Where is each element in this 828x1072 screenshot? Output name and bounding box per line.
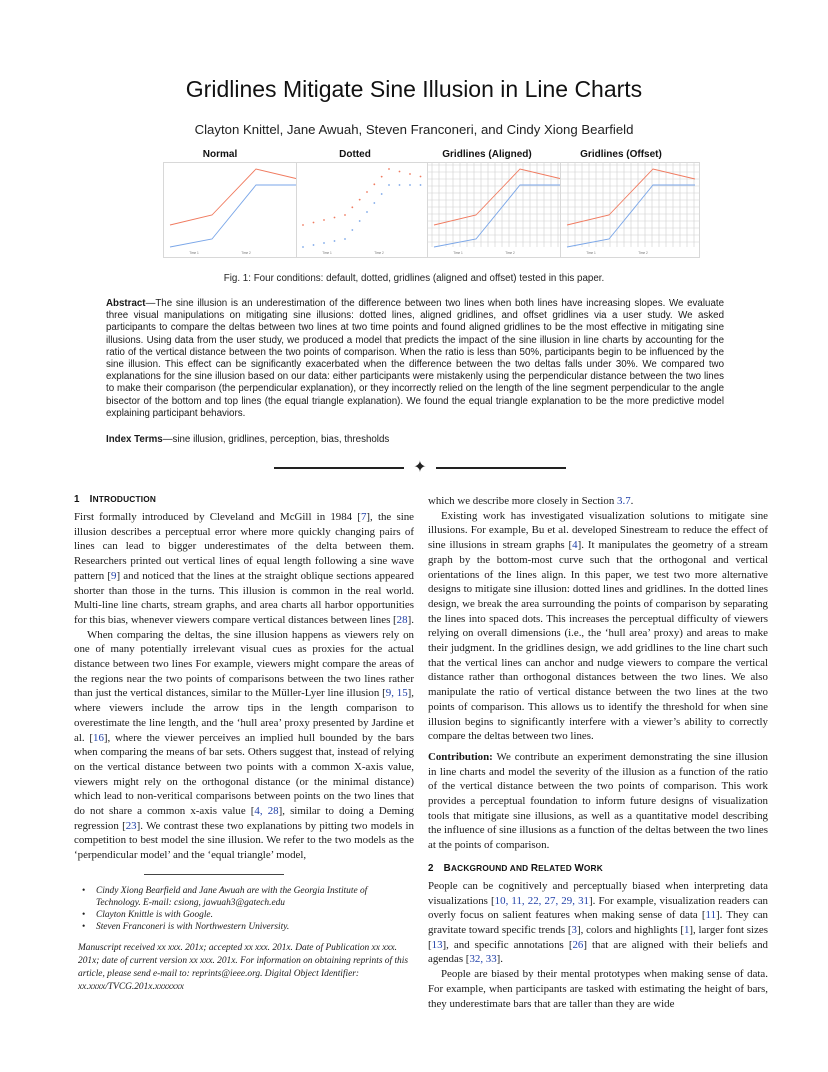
x-tick-label: Time 1 bbox=[322, 251, 332, 255]
paragraph-text: ], colors and highlights [ bbox=[576, 923, 684, 936]
paragraph-text: ]. bbox=[407, 613, 414, 626]
paragraph-text: People can be cognitively and perceptually biased when interpreting data visualizations [ bbox=[428, 879, 768, 907]
figure-caption: Fig. 1: Four conditions: default, dotted, gridlines (aligned and offset) tested in this paper. bbox=[223, 273, 605, 284]
bottom-line-dot bbox=[388, 184, 390, 186]
panel-title-dotted: Dotted bbox=[339, 149, 371, 160]
paragraph-text: ]. We contrast these two explanations by pitting two models in competition to best model the sine illusion. We refer to the two models as the ‘perpendicular model’ and the ‘equal triangle’ model, bbox=[74, 819, 415, 862]
paragraph-text: . bbox=[630, 495, 634, 507]
top-line-dot bbox=[388, 168, 390, 170]
abstract-text: —The sine illusion is an underestimation of the difference between two lines when both lines have increasing slopes. We evaluate three visual manipulations on mitigating sine illusions: dotted lines, aligned gridlines, and offset gridlines via a user study. We asked participants to compare the deltas between two lines at two time points and found aligned gridlines to be the most effective in mitigating sine illusions. Using data from the user study, we produced a model that predicts the impact of the sine illusion in line charts by accounting for the ratio of the vertical distance between the two points of comparison. When the ratio is less than 50%, participants begin to be influenced by the sine illusion. This effect can be significantly exacerbated when the difference between the two deltas falls under 30%. We compared two explanations for the sine illusion based on our data: either participants were mistakenly using the perpendicular distance between the two lines to make their comparison (the perpendicular explanation), or they incorrectly relied on the length of the line segment perpendicular to the angle bisector of the bottom and top lines (the equal triangle explanation). We found the equal triangle explanation to be the more predictive model explaining participant behaviors. bbox=[106, 298, 724, 419]
citation-link[interactable]: 4 bbox=[572, 539, 578, 552]
bottom-line-dot bbox=[323, 242, 325, 244]
footnote-rule bbox=[144, 874, 284, 875]
footnote: • Clayton Knittle is with Google. bbox=[88, 909, 414, 921]
paragraph-text: People are biased by their mental prototypes when making sense of data. For example, when participants are tasked with estimating the height of bars, they underestimate bars that are taller than they are wide bbox=[428, 968, 768, 1010]
contribution-paragraph bbox=[428, 750, 768, 853]
paragraph-text: ], where the viewer perceives an implied hull bounded by the bars when comparing the means of bar sets. Others suggest that, instead of relying on the vertical distance between two points with a common X-axis value, viewers might rely on the orthogonal distance (or the minimal distance) which lead to non-veritical comparisons between points on the two lines that do not share a common x-axis value [ bbox=[74, 731, 415, 818]
x-tick-label: Time 1 bbox=[453, 251, 463, 255]
author-list: Clayton Knittel, Jane Awuah, Steven Franconeri, and Cindy Xiong Bearfield bbox=[194, 122, 634, 137]
footnotes bbox=[74, 885, 414, 934]
top-line-dot bbox=[344, 214, 346, 216]
section-1-paragraph-2 bbox=[74, 628, 414, 863]
top-line-dot bbox=[399, 171, 401, 173]
top-line-dot bbox=[366, 191, 368, 193]
paper-title: Gridlines Mitigate Sine Illusion in Line Charts bbox=[185, 76, 643, 102]
section-2-heading: 2 BACKGROUND AND RELATED WORK bbox=[428, 862, 603, 874]
paragraph-text: ], the sine illusion describes a perceptual error where more quickly changing pairs of lines can lead to bigger underestimates of the delta between them. Researchers printed out vertical lines of equal length following a sine wave pattern [ bbox=[74, 511, 415, 582]
figure-panel-dotted bbox=[296, 162, 436, 258]
paragraph-text: ], larger font sizes [ bbox=[428, 923, 768, 951]
citation-link[interactable]: 1 bbox=[683, 923, 690, 936]
panel-title-normal: Normal bbox=[202, 149, 238, 160]
panel-chart-gridlines-offset bbox=[561, 163, 701, 259]
citation-link[interactable]: 26 bbox=[572, 938, 584, 951]
citation-link[interactable]: 9, 15 bbox=[385, 687, 408, 700]
citation-link[interactable]: 7 bbox=[360, 511, 367, 523]
index-terms bbox=[106, 434, 724, 445]
section-1-heading: 1 INTRODUCTION bbox=[74, 494, 157, 505]
citation-link[interactable]: 13 bbox=[431, 938, 443, 951]
bottom-line-dot bbox=[302, 246, 304, 248]
left-column bbox=[74, 494, 414, 994]
section-2-paragraph-1 bbox=[428, 879, 768, 967]
divider-star-icon: ✦ bbox=[413, 457, 427, 476]
panel-chart-dotted bbox=[297, 163, 437, 259]
bottom-line-dot bbox=[409, 184, 411, 186]
bottom-line-dot bbox=[399, 184, 401, 186]
paragraph-text: ]. They can gravitate toward specific trends [ bbox=[428, 909, 769, 936]
citation-link[interactable]: 23 bbox=[125, 819, 137, 832]
section-2-paragraph-2 bbox=[428, 967, 768, 1011]
bottom-line-dot bbox=[366, 211, 368, 213]
citation-link[interactable]: 9 bbox=[111, 569, 117, 582]
abstract bbox=[106, 298, 724, 420]
paragraph-text: ]. It manipulates the geometry of a stream graph by the bottom-most curve such that the orthogonal and vertical orientations of the lines align. In this paper, we test two more alternative designs to mitigate sine illusion: dotted lines and gridlines. In the dotted lines design, we break the area surrounding the points of comparison by separating the lines into spaced dots. This increases the perceptual difficulty of viewers relying on overall dimensions (i.e., the ‘hull area’ proxy) and areas to make their judgment. In the gridlines design, we add gridlines to the line chart such that the vertical lines can anchor and nudge viewers to compare the vertical distance rather than orthogonal distances between the two lines. We also manipulate the ratio of vertical distance between the two lines at the two points of comparison. This allows us to identify the threshold for when sine illusion begins to significantly interfere with a viewer’s ability to correctly compare the deltas between two lines. bbox=[428, 539, 768, 743]
paragraph-text: ] and noticed that the lines at the straight oblique sections appeared shorter than those in the turns. This illusion is common in the real world. Multi-line line charts, stream graphs, and area charts all harbor opportunities for this bias, whenever viewers compare vertical distances between lines [ bbox=[74, 569, 414, 626]
paragraph-text: ], where viewers include the arrow tips in the length comparison to overestimate the line length, and the ‘hull area’ proxy presented by Jardine et al. [ bbox=[74, 687, 415, 744]
section-1-paragraph-4 bbox=[428, 509, 768, 744]
top-line-dot bbox=[313, 222, 315, 224]
top-line-dot bbox=[381, 176, 383, 178]
paragraph-text: ], similar to doing a Deming regression [ bbox=[74, 805, 414, 832]
panel-title-gridlines-aligned: Gridlines (Aligned) bbox=[442, 149, 532, 160]
top-line-dot bbox=[373, 183, 375, 185]
contribution-text: We contribute an experiment demonstrating the sine illusion in line charts and model the severity of the illusion as a function of the ratio of the vertical distance between the two points of comparison. This work provides a perceptual foundation to inform future designs of visualization tools that mitigate sine illusions, as well as a quantitative model describing the influence of sine illusions as a function of the deltas between the two lines at the points of comparison. bbox=[428, 750, 768, 852]
section-1-paragraph-1 bbox=[74, 510, 414, 628]
citation-link[interactable]: 28 bbox=[396, 613, 408, 626]
manuscript-note: Manuscript received xx xxx. 201x; accepted xx xxx. 201x. Date of Publication xx xxx. 201x; date of current version xx xxx. 201x. For information on obtaining reprints of this article, please send e-mail to: reprints@ieee.org. Digital Object Identifier: xx.xxxx/TVCG.201x.xxxxxxx bbox=[78, 942, 408, 992]
top-line-dot bbox=[302, 224, 304, 226]
figure-panel-gridlines-offset bbox=[560, 162, 700, 258]
x-tick-label: Time 2 bbox=[374, 251, 384, 255]
paragraph-text: ], and specific annotations [ bbox=[442, 938, 573, 951]
x-tick-label: Time 2 bbox=[241, 251, 251, 255]
bottom-line-dot bbox=[334, 240, 336, 242]
section-divider bbox=[274, 457, 566, 476]
x-tick-label: Time 1 bbox=[189, 251, 199, 255]
top-series-line bbox=[170, 169, 298, 225]
contribution-label: Contribution: bbox=[428, 750, 493, 763]
figure-panel-normal bbox=[163, 162, 303, 258]
bottom-series-line bbox=[170, 185, 298, 247]
x-tick-label: Time 2 bbox=[505, 251, 515, 255]
citation-link[interactable]: 3.7 bbox=[617, 495, 631, 507]
citation-link[interactable]: 32, 33 bbox=[469, 953, 497, 966]
top-line-dot bbox=[420, 176, 422, 178]
top-line-dot bbox=[359, 199, 361, 201]
bottom-line-dot bbox=[420, 184, 422, 186]
paragraph-text: When comparing the deltas, the sine illusion happens as viewers rely on one of many potentially irrelevant visual cues as proxies for the actual distance between two lines For example, viewers might compare the areas of the regions near the two points of comparisons between the two lines rather than just the vertical distances, similar to the Müller-Lyer line illusion [ bbox=[74, 628, 414, 700]
citation-link[interactable]: 16 bbox=[93, 731, 104, 744]
x-tick-label: Time 1 bbox=[586, 251, 596, 255]
section-1-paragraph-3 bbox=[428, 494, 768, 509]
bottom-line-dot bbox=[359, 220, 361, 222]
bottom-line-dot bbox=[381, 193, 383, 195]
bottom-line-dot bbox=[373, 202, 375, 204]
figure-panel-gridlines-aligned bbox=[427, 162, 567, 258]
bottom-line-dot bbox=[313, 244, 315, 246]
citation-link[interactable]: 3 bbox=[571, 923, 577, 936]
panel-chart-gridlines-aligned bbox=[428, 163, 568, 259]
paragraph-text: Existing work has investigated visualization solutions to mitigate sine illusions. For example, Bu et al. developed Sinestream to reduce the effect of sine illusions in stream graphs [ bbox=[428, 509, 768, 552]
top-line-dot bbox=[323, 219, 325, 221]
index-terms-text: —sine illusion, gridlines, perception, bias, thresholds bbox=[162, 434, 390, 445]
citation-link[interactable]: 11 bbox=[705, 909, 717, 922]
top-line-dot bbox=[351, 206, 353, 208]
paragraph-text: ]. For example, visualization readers can overly focus on salient features when making sense of data [ bbox=[428, 894, 768, 922]
bottom-line-dot bbox=[344, 238, 346, 240]
paragraph-text: ]. bbox=[496, 953, 504, 966]
top-line-dot bbox=[409, 173, 411, 175]
citation-link[interactable]: 10, 11, 22, 27, 29, 31 bbox=[494, 894, 589, 907]
right-column bbox=[428, 494, 768, 1011]
abstract-label: Abstract bbox=[106, 298, 146, 309]
paragraph-text: ] that are aligned with their beliefs and agendas [ bbox=[428, 938, 768, 966]
bottom-line-dot bbox=[351, 229, 353, 231]
footnote: • Cindy Xiong Bearfield and Jane Awuah are with the Georgia Institute of Technology. E-mail: csiong, jawuah3@gatech.edu bbox=[88, 885, 414, 909]
footnote: • Steven Franconeri is with Northwestern University. bbox=[88, 921, 414, 933]
citation-link[interactable]: 4, 28 bbox=[254, 805, 279, 818]
panel-title-gridlines-offset: Gridlines (Offset) bbox=[580, 149, 662, 160]
x-tick-label: Time 2 bbox=[638, 251, 648, 255]
panel-chart-normal bbox=[164, 163, 304, 259]
top-line-dot bbox=[334, 217, 336, 219]
paragraph-text: First formally introduced by Cleveland and McGill in 1984 [ bbox=[74, 511, 361, 523]
index-terms-label: Index Terms bbox=[106, 434, 163, 445]
paragraph-text: which we describe more closely in Section bbox=[428, 495, 618, 507]
